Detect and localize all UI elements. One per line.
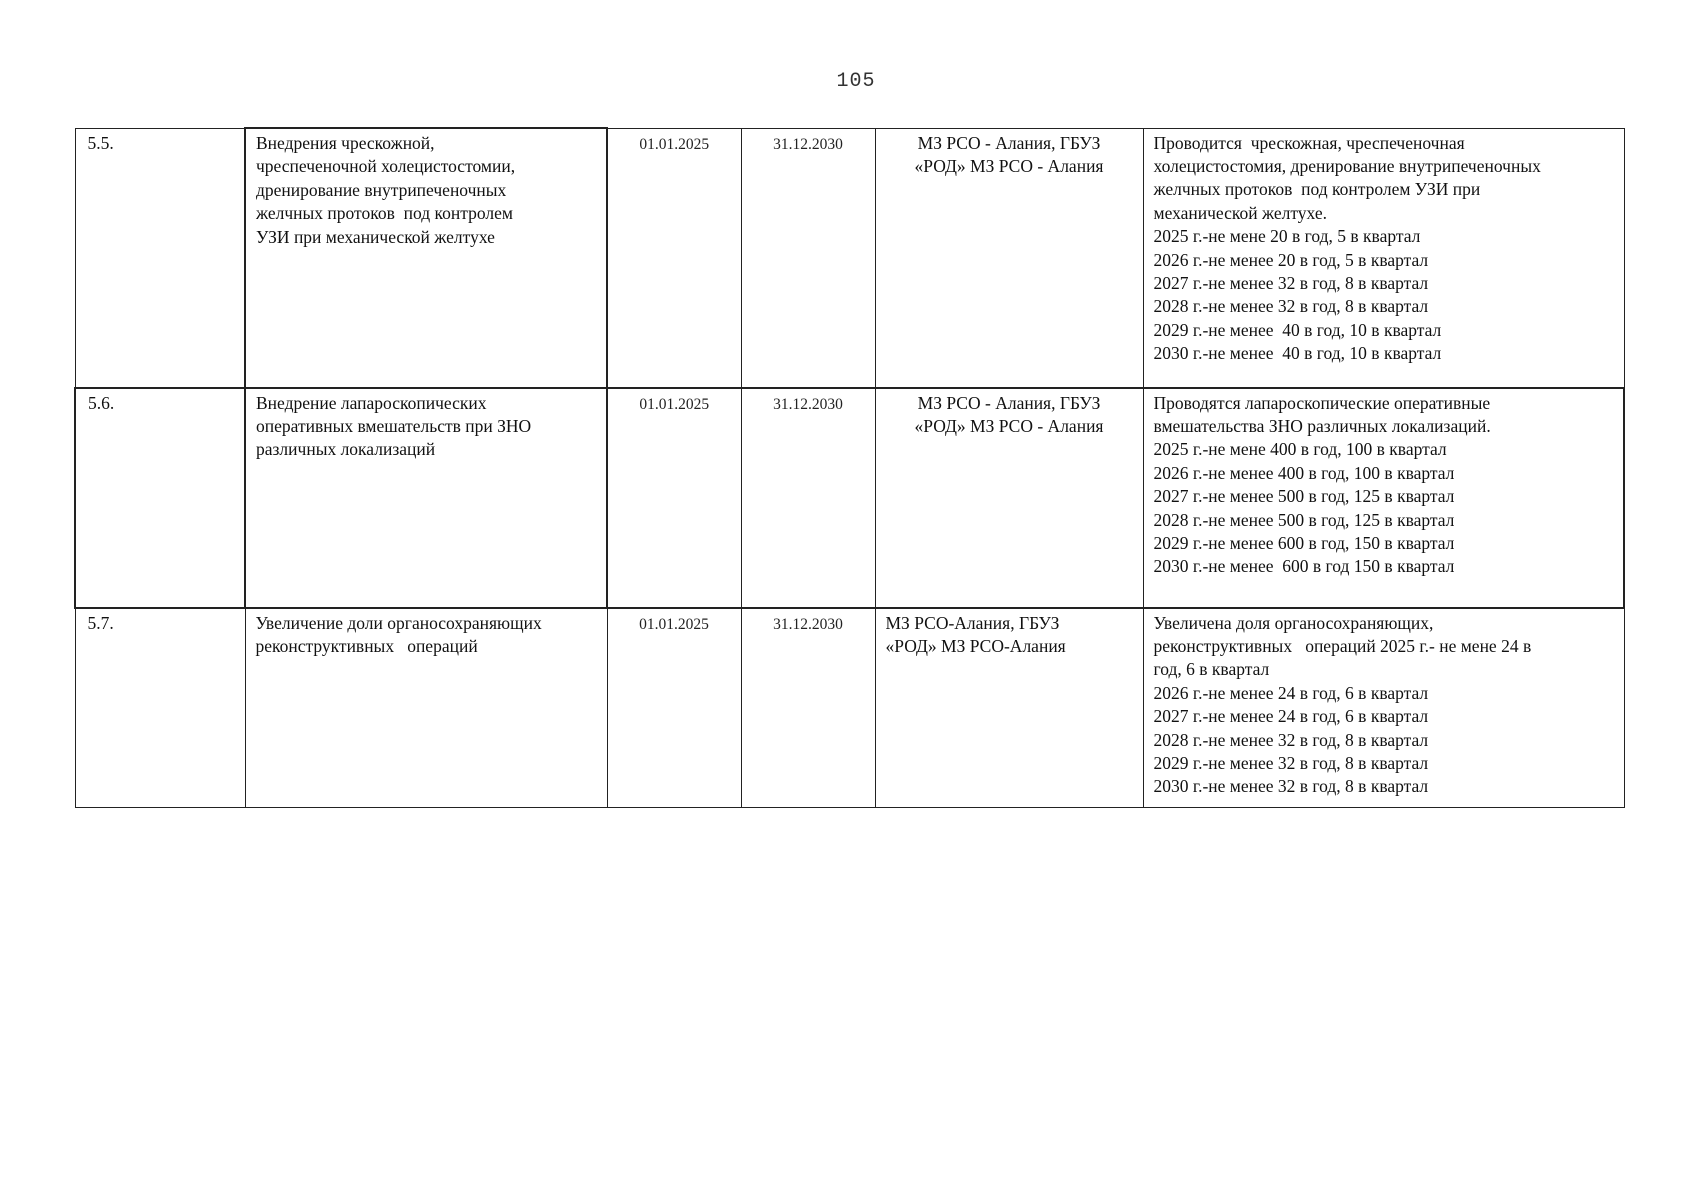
responsible [875, 128, 1143, 388]
table-row [75, 128, 1624, 388]
result-line: 2029 г.-не менее 600 в год, 150 в квартал [1153, 532, 1455, 553]
result-line: механической желтухе. [1153, 202, 1327, 223]
responsible-line: МЗ РСО - Алания, ГБУЗ [917, 392, 1101, 413]
result-line: холецистостомия, дренирование внутрипеченочных [1153, 155, 1541, 176]
row-number: 5.6. [75, 388, 245, 608]
result-line: 2026 г.-не менее 400 в год, 100 в квартал [1153, 462, 1455, 483]
result-line: желчных протоков под контролем УЗИ при [1153, 179, 1481, 200]
result-line: 2030 г.-не менее 600 в год 150 в квартал [1153, 556, 1455, 577]
responsible [875, 388, 1143, 608]
row-number: 5.7. [75, 608, 245, 808]
measures-table [74, 127, 1625, 808]
result-line: 2027 г.-не менее 500 в год, 125 в квартал [1153, 486, 1455, 507]
row-number: 5.5. [75, 128, 245, 388]
expected-result [1143, 128, 1624, 388]
responsible [875, 608, 1143, 808]
page-number: 105 [836, 70, 876, 93]
result-line: 2029 г.-не менее 40 в год, 10 в квартал [1153, 319, 1442, 340]
result-line: 2027 г.-не менее 24 в год, 6 в квартал [1153, 706, 1429, 727]
responsible-line: МЗ РСО-Алания, ГБУЗ [885, 612, 1060, 633]
result-line: 2028 г.-не менее 500 в год, 125 в квартал [1153, 509, 1455, 530]
table-row [75, 608, 1624, 808]
result-line: 2029 г.-не менее 32 в год, 8 в квартал [1153, 752, 1429, 773]
measure-name-line: дренирование внутрипеченочных [256, 179, 507, 200]
responsible-line: «РОД» МЗ РСО - Алания [914, 415, 1104, 436]
measure-name-line: Внедрения чрескожной, [256, 133, 435, 153]
result-line: 2030 г.-не менее 32 в год, 8 в квартал [1153, 776, 1429, 797]
expected-result [1143, 388, 1624, 608]
table-row [75, 388, 1624, 608]
result-line: Проводятся лапароскопические оперативные [1153, 392, 1491, 413]
end-date: 31.12.2030 [741, 388, 875, 608]
result-line: вмешательства ЗНО различных локализаций. [1153, 415, 1491, 436]
result-line: 2025 г.-не мене 20 в год, 5 в квартал [1153, 226, 1421, 247]
measure-name [245, 608, 607, 808]
result-line: 2028 г.-не менее 32 в год, 8 в квартал [1153, 729, 1429, 750]
result-line: 2026 г.-не менее 24 в год, 6 в квартал [1153, 682, 1429, 703]
end-date: 31.12.2030 [741, 128, 875, 388]
result-line: 2025 г.-не мене 400 в год, 100 в квартал [1153, 439, 1447, 460]
start-date: 01.01.2025 [607, 608, 741, 808]
responsible-line: «РОД» МЗ РСО - Алания [914, 155, 1104, 176]
responsible-line: МЗ РСО - Алания, ГБУЗ [917, 132, 1101, 153]
start-date: 01.01.2025 [607, 388, 741, 608]
measure-name-line: оперативных вмешательств при ЗНО [256, 415, 532, 436]
measure-name-line: реконструктивных операций [255, 635, 478, 656]
measure-name-line: Увеличение доли органосохраняющих [255, 612, 542, 633]
result-line: реконструктивных операций 2025 г.- не мене 24 в [1153, 635, 1532, 656]
result-line: 2030 г.-не менее 40 в год, 10 в квартал [1153, 343, 1442, 364]
result-line: 2026 г.-не менее 20 в год, 5 в квартал [1153, 249, 1429, 270]
result-line: 2027 г.-не менее 32 в год, 8 в квартал [1153, 272, 1429, 293]
measure-name-line: чреспеченочной холецистостомии, [256, 156, 516, 177]
expected-result [1143, 608, 1624, 808]
measure-name [245, 128, 607, 388]
measure-name [245, 388, 607, 608]
end-date: 31.12.2030 [741, 608, 875, 808]
measure-name-line: желчных протоков под контролем [256, 203, 513, 224]
result-line: Проводится чрескожная, чреспеченочная [1153, 132, 1465, 153]
measure-name-line: Внедрение лапароскопических [256, 392, 487, 413]
start-date: 01.01.2025 [607, 128, 741, 388]
measure-name-line: различных локализаций [256, 439, 436, 460]
result-line: Увеличена доля органосохраняющих, [1153, 612, 1434, 633]
result-line: год, 6 в квартал [1153, 659, 1270, 680]
result-line: 2028 г.-не менее 32 в год, 8 в квартал [1153, 296, 1429, 317]
measure-name-line: УЗИ при механической желтухе [256, 226, 495, 247]
responsible-line: «РОД» МЗ РСО-Алания [885, 635, 1066, 656]
